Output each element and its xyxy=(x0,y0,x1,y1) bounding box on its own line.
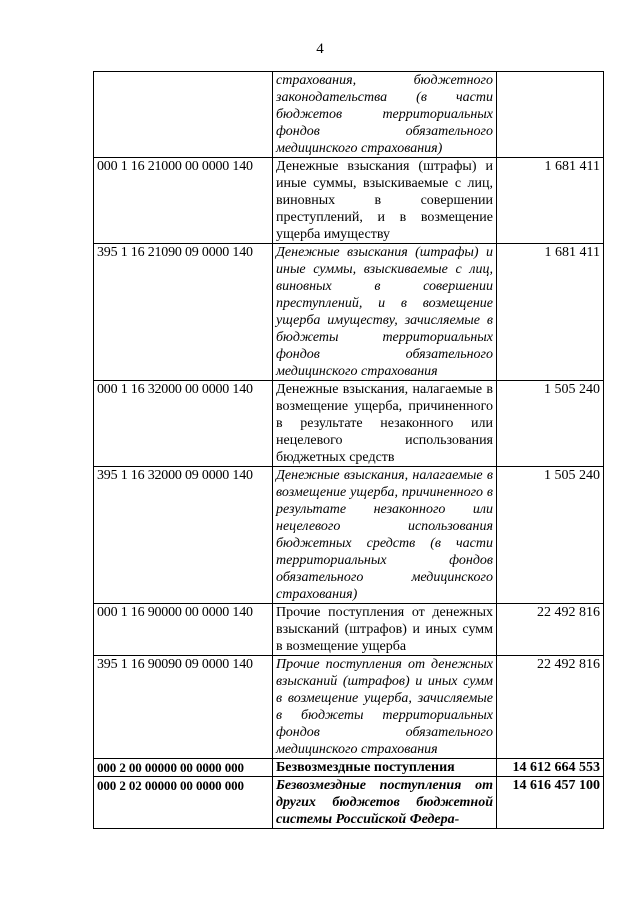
budget-code-cell: 000 2 02 00000 00 0000 000 xyxy=(94,777,273,829)
revenue-name-cell: Безвозмездные поступления от других бюджетов бюджетной системы Российской Федера- xyxy=(273,777,497,829)
table-row xyxy=(94,244,604,381)
budget-code-cell: 395 1 16 32000 09 0000 140 xyxy=(94,467,273,604)
amount-cell: 1 505 240 xyxy=(497,467,604,604)
table-row xyxy=(94,158,604,244)
revenue-name-cell: Денежные взыскания (штрафы) и иные суммы, взыскиваемые с лиц, виновных в совершении преступлений, и в возмещение ущерба имуществу xyxy=(273,158,497,244)
table-row xyxy=(94,777,604,829)
table-row xyxy=(94,467,604,604)
amount-cell: 1 681 411 xyxy=(497,158,604,244)
table-row xyxy=(94,381,604,467)
amount-cell xyxy=(497,72,604,158)
budget-code-cell xyxy=(94,72,273,158)
budget-code-cell: 395 1 16 90090 09 0000 140 xyxy=(94,656,273,759)
table-row xyxy=(94,759,604,777)
budget-code-cell: 395 1 16 21090 09 0000 140 xyxy=(94,244,273,381)
table-row xyxy=(94,656,604,759)
revenue-name-cell: страхования, бюджетного законодательства (в части бюджетов территориальных фондов обязательного медицинского страхования) xyxy=(273,72,497,158)
budget-code-cell: 000 1 16 21000 00 0000 140 xyxy=(94,158,273,244)
revenue-name-cell: Прочие поступления от денежных взысканий (штрафов) и иных сумм в возмещение ущерба, зачисляемые в бюджеты территориальных фондов обязательного медицинского страхования xyxy=(273,656,497,759)
budget-code-cell: 000 2 00 00000 00 0000 000 xyxy=(94,759,273,777)
page-number: 4 xyxy=(316,41,324,57)
revenue-name-cell: Денежные взыскания, налагаемые в возмещение ущерба, причиненного в результате незаконного или нецелевого использования бюджетных средств (в части территориальных фондов обязательного медицинского страхования) xyxy=(273,467,497,604)
revenue-name-cell: Денежные взыскания (штрафы) и иные суммы, взыскиваемые с лиц, виновных в совершении преступлений, и в возмещение ущерба имуществу, зачисляемые в бюджеты территориальных фондов обязательного медицинского страхования xyxy=(273,244,497,381)
table-row xyxy=(94,72,604,158)
budget-revenue-table xyxy=(93,71,604,829)
amount-cell: 22 492 816 xyxy=(497,604,604,656)
revenue-name-cell: Прочие поступления от денежных взысканий (штрафов) и иных сумм в возмещение ущерба xyxy=(273,604,497,656)
amount-cell: 14 612 664 553 xyxy=(497,759,604,777)
revenue-name-cell: Денежные взыскания, налагаемые в возмещение ущерба, причиненного в результате незаконного или нецелевого использования бюджетных средств xyxy=(273,381,497,467)
budget-code-cell: 000 1 16 90000 00 0000 140 xyxy=(94,604,273,656)
amount-cell: 14 616 457 100 xyxy=(497,777,604,829)
revenue-name-cell: Безвозмездные поступления xyxy=(273,759,497,777)
amount-cell: 1 681 411 xyxy=(497,244,604,381)
budget-code-cell: 000 1 16 32000 00 0000 140 xyxy=(94,381,273,467)
amount-cell: 22 492 816 xyxy=(497,656,604,759)
amount-cell: 1 505 240 xyxy=(497,381,604,467)
table-row xyxy=(94,604,604,656)
